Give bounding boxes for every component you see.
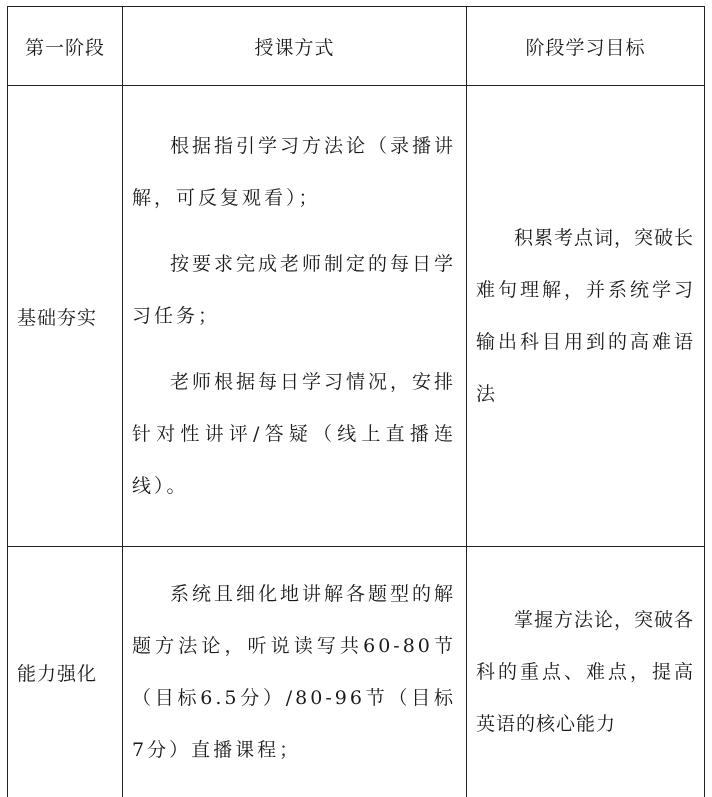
goal-cell xyxy=(467,86,705,547)
goal-text: 掌握方法论，突破各科的重点、难点，提高英语的核心能力 xyxy=(476,594,694,750)
table-header-row xyxy=(8,7,705,86)
table-row xyxy=(8,86,705,547)
method-item: 老师根据每日学习情况，安排针对性讲评/答疑（线上直播连线）。 xyxy=(132,356,456,512)
header-stage-goal: 阶段学习目标 xyxy=(467,7,705,86)
method-item: 按要求完成老师制定的每日学习任务； xyxy=(132,238,456,342)
stage-cell: 基础夯实 xyxy=(8,86,123,547)
goal-cell xyxy=(467,547,705,797)
study-plan-table xyxy=(7,6,705,797)
method-item: 系统且细化地讲解各题型的解题方法论，听说读写共60-80节（目标6.5分）/80-96节（目标7分）直播课程； xyxy=(132,568,456,776)
header-stage: 第一阶段 xyxy=(8,7,123,86)
stage-cell: 能力强化 xyxy=(8,547,123,797)
method-cell xyxy=(123,86,467,547)
goal-text: 积累考点词，突破长难句理解，并系统学习输出科目用到的高难语法 xyxy=(476,212,694,420)
method-cell xyxy=(123,547,467,797)
table-row xyxy=(8,547,705,797)
method-item: 根据指引学习方法论（录播讲解，可反复观看）； xyxy=(132,120,456,224)
header-teaching-method: 授课方式 xyxy=(123,7,467,86)
